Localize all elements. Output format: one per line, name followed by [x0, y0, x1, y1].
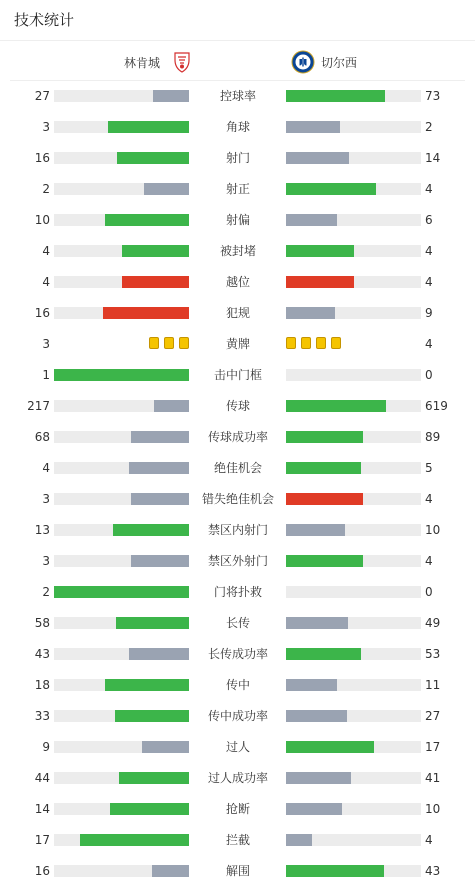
away-stat-value: 0	[425, 585, 433, 599]
chelsea-crest-icon	[291, 50, 315, 74]
home-stat-value: 16	[34, 306, 50, 320]
home-stat-bar-track	[54, 710, 189, 722]
stat-row	[0, 639, 475, 670]
stat-label: 过人成功率	[207, 771, 268, 785]
home-stat-bar	[113, 524, 189, 536]
away-stat-bar	[286, 679, 337, 691]
home-stat-value: 16	[34, 864, 50, 878]
away-stat-value: 4	[425, 182, 433, 196]
away-stat-value: 4	[425, 337, 433, 351]
away-stat-value: 4	[425, 554, 433, 568]
away-stat-value: 9	[425, 306, 433, 320]
away-stat-bar	[286, 214, 337, 226]
home-stat-bar	[152, 865, 189, 877]
home-stat-value: 4	[42, 461, 50, 475]
stat-row	[0, 732, 475, 763]
stat-label: 传中	[225, 678, 250, 692]
home-stat-value: 44	[34, 771, 50, 785]
stat-row	[0, 608, 475, 639]
home-stat-bar-track	[54, 679, 189, 691]
stat-label: 门将扑救	[213, 585, 262, 599]
away-stat-bar-track	[286, 772, 421, 784]
home-stat-bar	[115, 710, 189, 722]
away-stat-bar-track	[286, 679, 421, 691]
yellow-card-icon	[164, 337, 174, 349]
away-stat-value: 4	[425, 275, 433, 289]
away-stat-value: 49	[425, 616, 441, 630]
away-stat-value: 4	[425, 833, 433, 847]
yellow-card-icon	[179, 337, 189, 349]
home-stat-bar-track	[54, 369, 189, 381]
home-stat-bar	[116, 617, 189, 629]
home-stat-bar-track	[54, 741, 189, 753]
away-stat-bar	[286, 245, 354, 257]
away-stat-bar	[286, 803, 342, 815]
home-stat-bar	[129, 648, 189, 660]
stat-row	[0, 515, 475, 546]
stat-row	[0, 174, 475, 205]
stat-label: 传中成功率	[207, 709, 268, 723]
away-stat-value: 27	[425, 709, 441, 723]
away-stat-bar-track	[286, 183, 421, 195]
home-stat-value: 3	[42, 492, 50, 506]
home-stat-bar	[105, 679, 189, 691]
home-stat-bar-track	[54, 183, 189, 195]
away-stat-bar	[286, 772, 351, 784]
away-stat-value: 2	[425, 120, 433, 134]
stat-row	[0, 236, 475, 267]
stat-label: 过人	[225, 740, 250, 754]
home-stat-bar-track	[54, 555, 189, 567]
away-stat-bar-track	[286, 648, 421, 660]
home-stat-bar-track	[54, 431, 189, 443]
stat-label: 射正	[225, 182, 250, 196]
home-stat-bar	[154, 400, 189, 412]
home-stat-bar-track	[54, 307, 189, 319]
stat-label: 射门	[225, 151, 250, 165]
away-stat-bar-track	[286, 307, 421, 319]
away-stat-bar-track	[286, 462, 421, 474]
away-stat-value: 5	[425, 461, 433, 475]
away-stat-bar	[286, 431, 363, 443]
away-stat-bar-track	[286, 400, 421, 412]
away-stat-value: 10	[425, 523, 441, 537]
home-stat-bar-track	[54, 90, 189, 102]
away-stat-bar	[286, 710, 347, 722]
yellow-card-icon	[331, 337, 341, 349]
away-stat-bar-track	[286, 214, 421, 226]
away-team[interactable]	[291, 44, 357, 80]
home-stat-value: 16	[34, 151, 50, 165]
home-stat-bar-track	[54, 772, 189, 784]
home-stat-bar	[122, 245, 190, 257]
away-stat-bar	[286, 121, 340, 133]
stat-label: 抢断	[225, 802, 250, 816]
home-stat-value: 9	[42, 740, 50, 754]
away-stat-bar-track	[286, 152, 421, 164]
away-stat-bar-track	[286, 431, 421, 443]
home-stat-value: 1	[42, 368, 50, 382]
home-stat-value: 2	[42, 182, 50, 196]
home-stat-bar-track	[54, 803, 189, 815]
home-stat-value: 43	[34, 647, 50, 661]
away-stat-bar	[286, 834, 312, 846]
stat-row	[0, 329, 475, 360]
stat-row	[0, 112, 475, 143]
home-stat-bar	[153, 90, 189, 102]
home-stat-bar	[131, 431, 189, 443]
home-stat-bar	[131, 555, 189, 567]
away-stat-bar-track	[286, 276, 421, 288]
home-stat-value: 2	[42, 585, 50, 599]
home-stat-bar	[119, 772, 189, 784]
away-stat-bar-track	[286, 617, 421, 629]
away-stat-bar	[286, 462, 361, 474]
stat-label: 传球成功率	[207, 430, 268, 444]
away-stat-bar	[286, 555, 363, 567]
stat-row	[0, 577, 475, 608]
away-stat-bar-track	[286, 865, 421, 877]
away-stat-bar-track	[286, 524, 421, 536]
home-stat-value: 13	[34, 523, 50, 537]
home-stat-value: 17	[34, 833, 50, 847]
home-stat-bar	[142, 741, 189, 753]
stat-label: 绝佳机会	[213, 461, 262, 475]
away-team-name: 切尔西	[321, 55, 358, 70]
stat-label: 击中门框	[213, 368, 262, 382]
home-stat-bar-track	[54, 400, 189, 412]
stat-row	[0, 298, 475, 329]
stat-row	[0, 205, 475, 236]
home-stat-value: 4	[42, 244, 50, 258]
lincoln-city-crest-icon	[170, 50, 194, 74]
home-stat-bar	[144, 183, 189, 195]
stat-row	[0, 422, 475, 453]
stat-row	[0, 143, 475, 174]
away-stat-bar-track	[286, 586, 421, 598]
home-stat-bar-track	[54, 617, 189, 629]
home-stat-value: 10	[34, 213, 50, 227]
home-stat-bar-track	[54, 214, 189, 226]
stat-row	[0, 763, 475, 794]
home-stat-bar-track	[54, 648, 189, 660]
stat-label: 禁区内射门	[207, 523, 268, 537]
away-stat-value: 0	[425, 368, 433, 382]
stat-label: 射偏	[225, 213, 250, 227]
stat-label: 长传成功率	[207, 647, 268, 661]
away-stat-bar	[286, 400, 386, 412]
stat-row	[0, 546, 475, 577]
away-stat-bar	[286, 90, 385, 102]
stat-label: 犯规	[225, 306, 250, 320]
away-stat-bar-track	[286, 493, 421, 505]
stat-label: 长传	[225, 616, 250, 630]
away-stat-value: 619	[425, 399, 448, 413]
yellow-card-icon	[316, 337, 326, 349]
away-stat-value: 17	[425, 740, 441, 754]
home-stat-value: 4	[42, 275, 50, 289]
away-stat-bar	[286, 524, 345, 536]
away-stat-value: 10	[425, 802, 441, 816]
home-stat-bar-track	[54, 493, 189, 505]
away-stat-value: 53	[425, 647, 441, 661]
home-stat-bar-track	[54, 121, 189, 133]
away-stat-value: 4	[425, 492, 433, 506]
away-stat-value: 6	[425, 213, 433, 227]
stat-label: 黄牌	[225, 337, 250, 351]
away-stat-bar	[286, 276, 354, 288]
home-yellow-cards	[149, 337, 189, 351]
away-stat-value: 73	[425, 89, 441, 103]
home-stat-value: 27	[34, 89, 50, 103]
home-team[interactable]	[124, 44, 194, 80]
away-stat-value: 89	[425, 430, 441, 444]
stat-label: 禁区外射门	[207, 554, 268, 568]
home-stat-bar	[54, 369, 189, 381]
home-stat-bar	[54, 586, 189, 598]
home-stat-bar	[105, 214, 189, 226]
home-stat-bar-track	[54, 462, 189, 474]
away-stat-bar	[286, 865, 384, 877]
away-stat-value: 11	[425, 678, 441, 692]
stat-row	[0, 453, 475, 484]
home-stat-bar-track	[54, 834, 189, 846]
home-stat-bar-track	[54, 865, 189, 877]
stat-label: 控球率	[219, 89, 256, 103]
away-stat-bar-track	[286, 121, 421, 133]
stat-row	[0, 81, 475, 112]
home-stat-value: 68	[34, 430, 50, 444]
away-stat-bar	[286, 741, 374, 753]
home-stat-value: 217	[27, 399, 50, 413]
home-stat-value: 3	[42, 337, 50, 351]
away-stat-bar-track	[286, 555, 421, 567]
away-stat-bar-track	[286, 90, 421, 102]
away-stat-bar-track	[286, 710, 421, 722]
yellow-card-icon	[286, 337, 296, 349]
stat-label: 越位	[225, 275, 250, 289]
home-stat-bar	[117, 152, 189, 164]
away-stat-bar	[286, 648, 361, 660]
stat-label: 错失绝佳机会	[201, 492, 274, 506]
away-stat-bar	[286, 152, 349, 164]
away-stat-bar	[286, 183, 376, 195]
team-header	[0, 44, 475, 80]
stat-row	[0, 670, 475, 701]
stat-row	[0, 267, 475, 298]
home-stat-bar	[103, 307, 189, 319]
away-stat-value: 14	[425, 151, 441, 165]
away-stat-bar-track	[286, 369, 421, 381]
home-stat-bar	[80, 834, 189, 846]
home-stat-bar-track	[54, 245, 189, 257]
home-stat-value: 33	[34, 709, 50, 723]
stat-row	[0, 701, 475, 732]
stat-label: 解围	[225, 864, 250, 878]
home-stat-bar-track	[54, 152, 189, 164]
away-yellow-cards	[286, 337, 341, 351]
home-stat-bar-track	[54, 524, 189, 536]
home-stat-bar-track	[54, 586, 189, 598]
away-stat-value: 43	[425, 864, 441, 878]
stat-row	[0, 825, 475, 856]
yellow-card-icon	[301, 337, 311, 349]
stat-label: 拦截	[225, 833, 250, 847]
stat-row	[0, 484, 475, 515]
yellow-card-icon	[149, 337, 159, 349]
stat-row	[0, 391, 475, 422]
home-stat-value: 3	[42, 120, 50, 134]
away-stat-bar	[286, 307, 335, 319]
away-stat-value: 4	[425, 244, 433, 258]
stat-row	[0, 360, 475, 391]
away-stat-value: 41	[425, 771, 441, 785]
home-stat-value: 18	[34, 678, 50, 692]
away-stat-bar-track	[286, 245, 421, 257]
home-stat-bar	[110, 803, 189, 815]
home-stat-bar	[122, 276, 190, 288]
home-stat-value: 58	[34, 616, 50, 630]
title-divider	[0, 40, 475, 41]
stat-label: 传球	[225, 399, 250, 413]
home-stat-bar	[129, 462, 189, 474]
away-stat-bar-track	[286, 741, 421, 753]
stat-row	[0, 856, 475, 887]
page-title: 技术统计	[14, 11, 75, 29]
stat-label: 被封堵	[219, 244, 256, 258]
stat-label: 角球	[225, 120, 250, 134]
home-stat-value: 3	[42, 554, 50, 568]
away-stat-bar-track	[286, 834, 421, 846]
away-stat-bar-track	[286, 803, 421, 815]
away-stat-bar	[286, 617, 348, 629]
home-stat-bar	[108, 121, 189, 133]
stat-row	[0, 794, 475, 825]
away-stat-bar	[286, 493, 363, 505]
home-stat-value: 14	[34, 802, 50, 816]
home-team-name: 林肯城	[124, 55, 161, 70]
home-stat-bar-track	[54, 276, 189, 288]
home-stat-bar	[131, 493, 189, 505]
